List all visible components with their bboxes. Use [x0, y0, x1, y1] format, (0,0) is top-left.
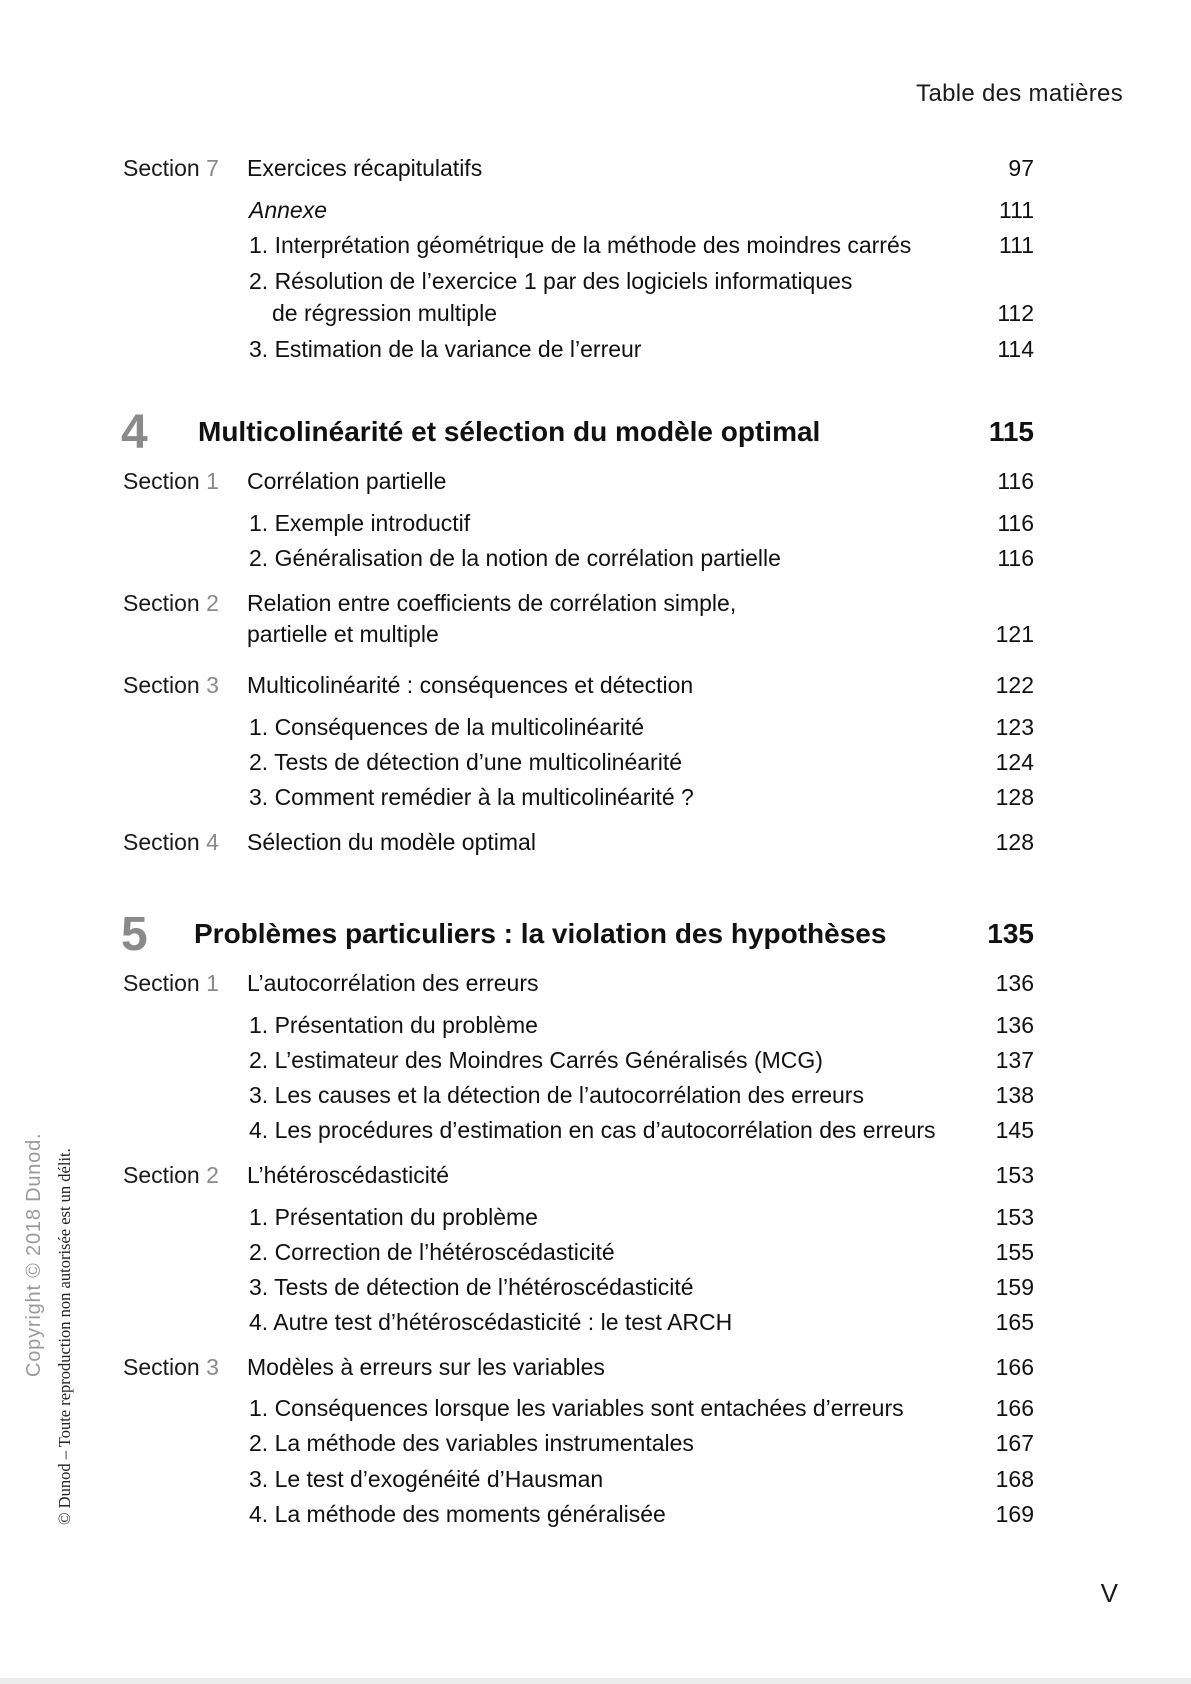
side-copyright: Copyright © 2018 Dunod. [23, 1132, 45, 1377]
section-label [123, 153, 219, 184]
entry-page: 128 [995, 784, 1034, 810]
entry-page: 111 [999, 232, 1034, 258]
section-title: Sélection du modèle optimal [247, 829, 536, 855]
section-title: L’hétéroscédasticité [247, 1162, 450, 1188]
entry-page: 136 [995, 1012, 1034, 1038]
section-title: Exercices récapitulatifs [247, 155, 483, 181]
entry-title: 3. Tests de détection de l’hétéroscédasticité [249, 1274, 694, 1300]
entry-page: 122 [995, 672, 1034, 698]
section-number: 4 [206, 829, 219, 855]
entry-page: 97 [1008, 155, 1034, 181]
section-title: Corrélation partielle [247, 468, 447, 494]
section-word: Section [123, 1354, 200, 1380]
entry-title: 3. Estimation de la variance de l’erreur [249, 336, 642, 362]
entry-page: 168 [995, 1466, 1034, 1492]
entry-page: 111 [999, 197, 1034, 223]
entry-title: 2. Résolution de l’exercice 1 par des logiciels informatiques [249, 268, 853, 294]
section-label [123, 1352, 219, 1383]
section-label [123, 588, 219, 619]
entry-page: 153 [995, 1162, 1034, 1188]
section-title: partielle et multiple [247, 621, 439, 647]
entry-title: 2. Correction de l’hétéroscédasticité [249, 1239, 615, 1265]
entry-title: 1. Conséquences lorsque les variables sont entachées d’erreurs [249, 1395, 904, 1421]
section-word: Section [123, 590, 200, 616]
section-label [123, 827, 219, 858]
entry-page: 155 [995, 1239, 1034, 1265]
page-number: V [1100, 1578, 1118, 1608]
side-notice: © Dunod – Toute reproduction non autorisée est un délit. [55, 1148, 74, 1525]
section-word: Section [123, 829, 200, 855]
entry-page: 145 [995, 1117, 1034, 1143]
section-word: Section [123, 970, 200, 996]
section-number: 3 [206, 672, 219, 698]
entry-title: 3. Le test d’exogénéité d’Hausman [249, 1466, 604, 1492]
entry-page: 153 [995, 1204, 1034, 1230]
section-word: Section [123, 672, 200, 698]
section-title: L’autocorrélation des erreurs [247, 970, 539, 996]
entry-page: 116 [997, 545, 1034, 571]
chapter-title: Multicolinéarité et sélection du modèle optimal [198, 416, 821, 447]
chapter-number: 4 [121, 406, 148, 459]
entry-page: 128 [995, 829, 1034, 855]
section-number: 2 [206, 1162, 219, 1188]
entry-page: 138 [995, 1082, 1034, 1108]
section-title: Multicolinéarité : conséquences et détection [247, 672, 694, 698]
entry-title: 1. Interprétation géométrique de la méthode des moindres carrés [249, 232, 912, 258]
entry-page: 121 [995, 621, 1034, 647]
entry-title: 2. Tests de détection d’une multicolinéarité [249, 749, 683, 775]
section-label [123, 466, 219, 497]
section-word: Section [123, 468, 200, 494]
running-head: Table des matières [916, 80, 1123, 107]
entry-title: 2. Généralisation de la notion de corrélation partielle [249, 545, 781, 571]
section-word: Section [123, 155, 200, 181]
section-label [123, 1160, 219, 1191]
entry-page: 166 [995, 1395, 1034, 1421]
entry-page: 116 [997, 510, 1034, 536]
entry-title: 1. Exemple introductif [249, 510, 471, 536]
chapter-number: 5 [121, 908, 148, 961]
chapter-page: 115 [988, 416, 1034, 447]
entry-page: 112 [997, 300, 1034, 326]
entry-title: 1. Conséquences de la multicolinéarité [249, 714, 645, 740]
entry-title: 2. La méthode des variables instrumentales [249, 1430, 694, 1456]
entry-page: 165 [995, 1309, 1034, 1335]
entry-title: 1. Présentation du problème [249, 1204, 538, 1230]
entry-title: Annexe [249, 197, 328, 223]
entry-title: 3. Comment remédier à la multicolinéarité ? [249, 784, 694, 810]
chapter-page: 135 [987, 918, 1034, 949]
entry-page: 136 [995, 970, 1034, 996]
entry-title: 4. Autre test d’hétéroscédasticité : le test ARCH [249, 1309, 733, 1335]
entry-page: 167 [995, 1430, 1034, 1456]
section-number: 1 [206, 468, 219, 494]
section-number: 7 [206, 155, 219, 181]
section-word: Section [123, 1162, 200, 1188]
chapter-title: Problèmes particuliers : la violation des hypothèses [194, 918, 887, 949]
section-number: 1 [206, 970, 219, 996]
section-number: 2 [206, 590, 219, 616]
entry-page: 114 [997, 336, 1034, 362]
entry-page: 169 [995, 1501, 1034, 1527]
entry-title: 1. Présentation du problème [249, 1012, 538, 1038]
entry-title: 3. Les causes et la détection de l’autocorrélation des erreurs [249, 1082, 864, 1108]
entry-title: 4. La méthode des moments généralisée [249, 1501, 666, 1527]
section-title: Modèles à erreurs sur les variables [247, 1354, 605, 1380]
page-edge [0, 1678, 1191, 1684]
entry-title: 4. Les procédures d’estimation en cas d’autocorrélation des erreurs [249, 1117, 936, 1143]
entry-title: de régression multiple [272, 300, 498, 326]
section-number: 3 [206, 1354, 219, 1380]
entry-page: 123 [995, 714, 1034, 740]
entry-page: 159 [995, 1274, 1034, 1300]
entry-page: 137 [995, 1047, 1034, 1073]
section-title: Relation entre coefficients de corrélation simple, [247, 590, 737, 616]
entry-page: 116 [997, 468, 1034, 494]
entry-page: 166 [995, 1354, 1034, 1380]
entry-page: 124 [995, 749, 1034, 775]
entry-title: 2. L’estimateur des Moindres Carrés Généralisés (MCG) [249, 1047, 823, 1073]
section-label [123, 968, 219, 999]
section-label [123, 670, 219, 701]
